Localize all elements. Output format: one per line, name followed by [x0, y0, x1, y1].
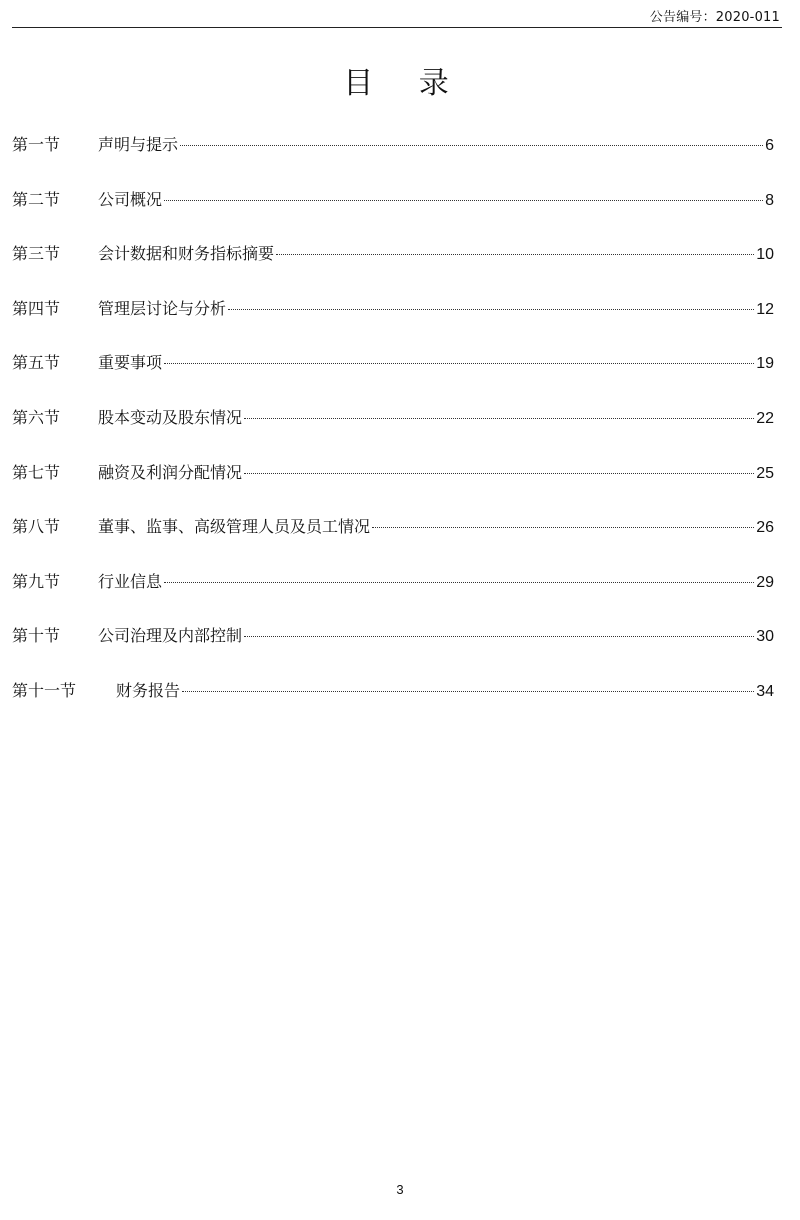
dot-leader [244, 473, 754, 474]
dot-leader [164, 363, 754, 364]
toc-title: 重要事项 [98, 353, 163, 373]
toc-title: 声明与提示 [98, 135, 179, 154]
toc-section-label: 第五节 [12, 353, 61, 373]
toc-page-number: 30 [756, 628, 774, 646]
toc-section-label: 第十一节 [12, 680, 77, 700]
toc-entry-2[interactable] [12, 186, 774, 213]
toc-page-number: 26 [756, 519, 774, 537]
toc-page-number: 10 [756, 246, 774, 264]
dot-leader [228, 309, 754, 310]
dot-leader [182, 691, 754, 692]
dot-leader [244, 418, 754, 419]
toc-section-label: 第六节 [12, 407, 61, 427]
toc-page-number: 29 [756, 573, 774, 591]
toc-entry-4[interactable] [12, 295, 774, 322]
toc-section-label: 第一节 [12, 135, 61, 154]
toc-entry-3[interactable] [12, 240, 774, 267]
toc-title: 行业信息 [98, 571, 163, 591]
announcement-number: 公告编号：2020-011 [649, 10, 780, 25]
toc-page-number: 8 [765, 191, 774, 209]
toc-section-label: 第十节 [12, 626, 61, 646]
toc-page-number: 6 [765, 137, 774, 154]
toc-section-label: 第九节 [12, 571, 61, 591]
toc-title: 财务报告 [116, 680, 181, 700]
toc-page-number: 25 [756, 464, 774, 482]
dot-leader [276, 254, 754, 255]
dot-leader [372, 527, 754, 528]
dot-leader [164, 200, 763, 201]
toc-entry-5[interactable] [12, 349, 774, 376]
toc-title: 公司治理及内部控制 [98, 626, 243, 646]
footer-page-number: 3 [396, 1182, 404, 1197]
toc-title: 公司概况 [98, 189, 163, 209]
toc-entry-11[interactable] [12, 677, 774, 704]
toc-entry-10[interactable] [12, 622, 774, 649]
toc-section-label: 第四节 [12, 298, 61, 318]
table-of-contents [12, 131, 774, 732]
toc-page-number: 12 [756, 300, 774, 318]
page-title: 目 录 [343, 66, 467, 101]
toc-section-label: 第二节 [12, 189, 61, 209]
toc-entry-6[interactable] [12, 404, 774, 431]
toc-page-number: 34 [756, 682, 774, 700]
toc-title: 股本变动及股东情况 [98, 407, 243, 427]
toc-page-number: 22 [756, 409, 774, 427]
toc-title: 融资及利润分配情况 [98, 462, 243, 482]
dot-leader [180, 145, 763, 146]
toc-section-label: 第八节 [12, 517, 61, 537]
toc-title: 会计数据和财务指标摘要 [98, 244, 275, 264]
toc-entry-7[interactable] [12, 459, 774, 486]
toc-entry-9[interactable] [12, 568, 774, 595]
toc-title: 管理层讨论与分析 [98, 298, 227, 318]
page-header [12, 0, 782, 28]
dot-leader [164, 582, 754, 583]
toc-section-label: 第七节 [12, 462, 61, 482]
toc-entry-1[interactable] [12, 131, 774, 158]
toc-section-label: 第三节 [12, 244, 61, 264]
toc-title: 董事、监事、高级管理人员及员工情况 [98, 517, 371, 537]
dot-leader [244, 636, 754, 637]
toc-page-number: 19 [756, 355, 774, 373]
toc-entry-8[interactable] [12, 513, 774, 540]
